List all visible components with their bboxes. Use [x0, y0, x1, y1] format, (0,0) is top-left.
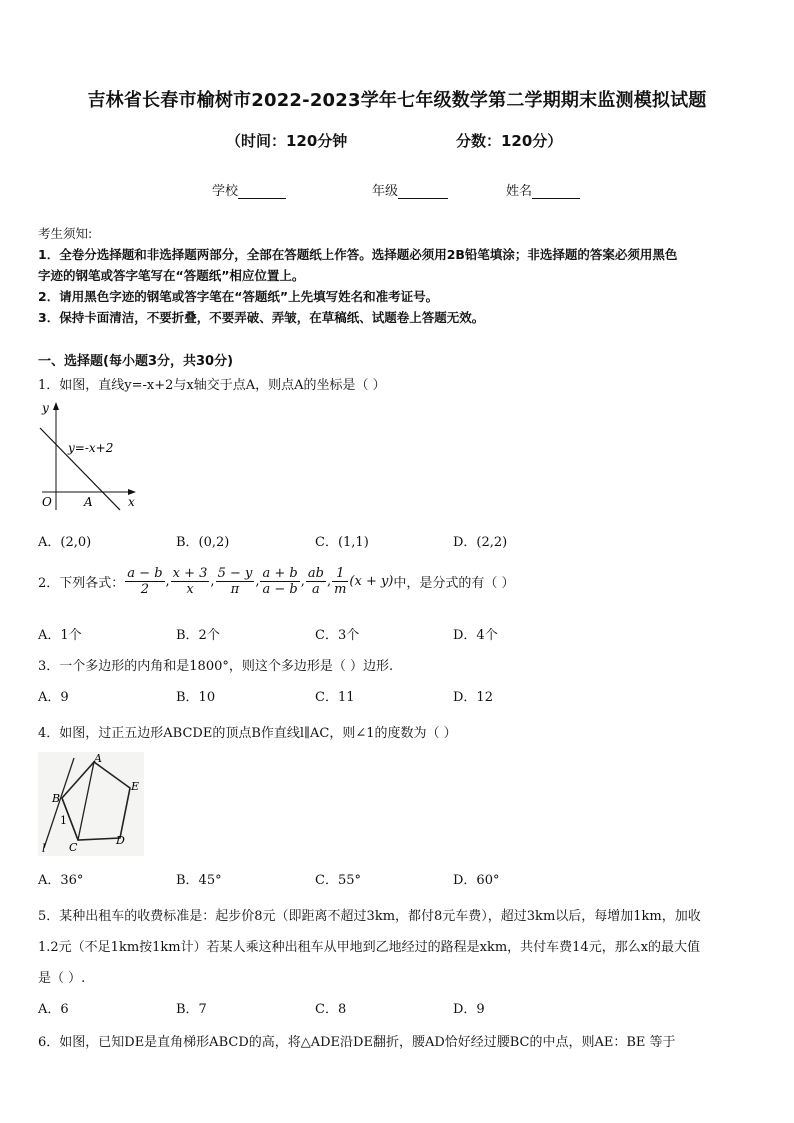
q4-option-a[interactable]: A．36° [38, 873, 84, 888]
q2-prefix: 2．下列各式： [38, 576, 125, 591]
q5-option-a[interactable]: A．6 [38, 1002, 69, 1017]
q1-option-a[interactable]: A．(2,0) [38, 535, 92, 550]
exam-time: （时间：120分钟 [226, 132, 348, 150]
q4-option-d[interactable]: D．60° [453, 873, 500, 888]
grade-label: 年级 [372, 184, 399, 199]
q2-frac-5: $\frac{ab}{a}$ [307, 566, 324, 597]
q5-line-2: 1.2元（不足1km按1km计）若某人乘这种出租车从甲地到乙地经过的路程是xkm，共付车费14元，那么x的最大值 [38, 940, 701, 955]
name-field[interactable] [506, 180, 580, 199]
notes-heading: 考生须知: [38, 226, 93, 241]
q2-option-b[interactable]: B．2个 [176, 628, 220, 643]
note-1a: 1．全卷分选择题和非选择题两部分，全部在答题纸上作答。选择题必须用2B铅笔填涂；非选择题的答案必须用黑色 [38, 247, 678, 262]
q5-option-d[interactable]: D．9 [453, 1002, 485, 1017]
section-heading: 一、选择题(每小题3分，共30分) [38, 354, 234, 369]
q1-stem: 1．如图，直线y=-x+2与x轴交于点A，则点A的坐标是（ ） [38, 378, 386, 393]
note-1b: 字迹的钢笔或答字笔写在“答题纸”相应位置上。 [38, 268, 305, 283]
origin-label: O [42, 495, 52, 509]
q1-graph [34, 398, 144, 516]
school-label: 学校 [212, 184, 239, 199]
x-axis-label: x [128, 495, 135, 509]
name-label: 姓名 [506, 184, 533, 199]
q2-frac-4: $\frac{a + b}{a - b}$ [262, 566, 298, 597]
q2-option-d[interactable]: D．4个 [453, 628, 498, 643]
q5-line-3: 是（ ）. [38, 971, 86, 986]
line-label: y=-x+2 [68, 441, 114, 455]
q2-option-a[interactable]: A．1个 [38, 628, 82, 643]
q2-frac-6: $\frac{1}{m}$ [334, 566, 347, 597]
q4-option-b[interactable]: B．45° [176, 873, 222, 888]
vertex-e: E [131, 780, 140, 793]
vertex-b: B [52, 792, 61, 805]
page-title: 吉林省长春市榆树市2022-2023学年七年级数学第二学期期末监测模拟试题 [87, 90, 707, 111]
q5-option-b[interactable]: B．7 [176, 1002, 207, 1017]
q3-option-d[interactable]: D．12 [453, 690, 493, 705]
q1-option-c[interactable]: C．(1,1) [315, 535, 369, 550]
q6-stem: 6．如图，已知DE是直角梯形ABCD的高，将△ADE沿DE翻折，腰AD恰好经过腰BC的中点，则AE：BE 等于 [38, 1035, 676, 1050]
q4-stem: 4．如图，过正五边形ABCDE的顶点B作直线l∥AC，则∠1的度数为（ ） [38, 726, 457, 741]
q2-option-c[interactable]: C．3个 [315, 628, 360, 643]
q4-pentagon-figure [38, 752, 144, 856]
vertex-a: A [94, 752, 102, 765]
vertex-c: C [69, 841, 78, 854]
q2-tail-expr: (x + y) [349, 574, 394, 589]
q3-option-a[interactable]: A．9 [38, 690, 69, 705]
school-field[interactable] [212, 180, 286, 199]
note-2: 2．请用黑色字迹的钢笔或答字笔在“答题纸”上先填写姓名和准考证号。 [38, 289, 439, 304]
angle-1-label: 1 [60, 814, 67, 827]
y-axis-label: y [42, 401, 49, 415]
q3-stem: 3．一个多边形的内角和是1800°，则这个多边形是（ ）边形. [38, 659, 394, 674]
y-axis-arrow [53, 402, 59, 410]
q5-line-1: 5．某种出租车的收费标准是：起步价8元（即距离不超过3km，都付8元车费），超过3km以后，每增加1km，加收 [38, 909, 701, 924]
vertex-d: D [116, 834, 125, 847]
q1-option-b[interactable]: B．(0,2) [176, 535, 230, 550]
grade-field[interactable] [372, 180, 448, 199]
q2-frac-3: $\frac{5 - y}{\pi}$ [217, 566, 253, 597]
exam-score: 分数：120分） [456, 132, 563, 150]
q3-option-c[interactable]: C．11 [315, 690, 355, 705]
note-3: 3．保持卡面清洁，不要折叠，不要弄破、弄皱，在草稿纸、试题卷上答题无效。 [38, 310, 485, 325]
q2-suffix: 中，是分式的有（ ） [393, 576, 515, 591]
q2-stem: 2．下列各式： $\frac{a - b}{2}$ , $\frac{x + 3}{x}$ , $\frac{5 - y}{\pi}$ , $\frac{a + b}{a - b}$ , $\frac{ab}{a}$ , $\frac{1}{m}$ (x + y) 中，是分式的有（ ） [38, 566, 515, 597]
line-l-label: l [42, 842, 46, 855]
q3-option-b[interactable]: B．10 [176, 690, 216, 705]
q1-option-d[interactable]: D．(2,2) [453, 535, 508, 550]
q2-frac-1: $\frac{a - b}{2}$ [127, 566, 163, 597]
q2-frac-2: $\frac{x + 3}{x}$ [172, 566, 208, 597]
q5-option-c[interactable]: C．8 [315, 1002, 347, 1017]
point-a-label: A [84, 495, 93, 509]
q4-option-c[interactable]: C．55° [315, 873, 361, 888]
